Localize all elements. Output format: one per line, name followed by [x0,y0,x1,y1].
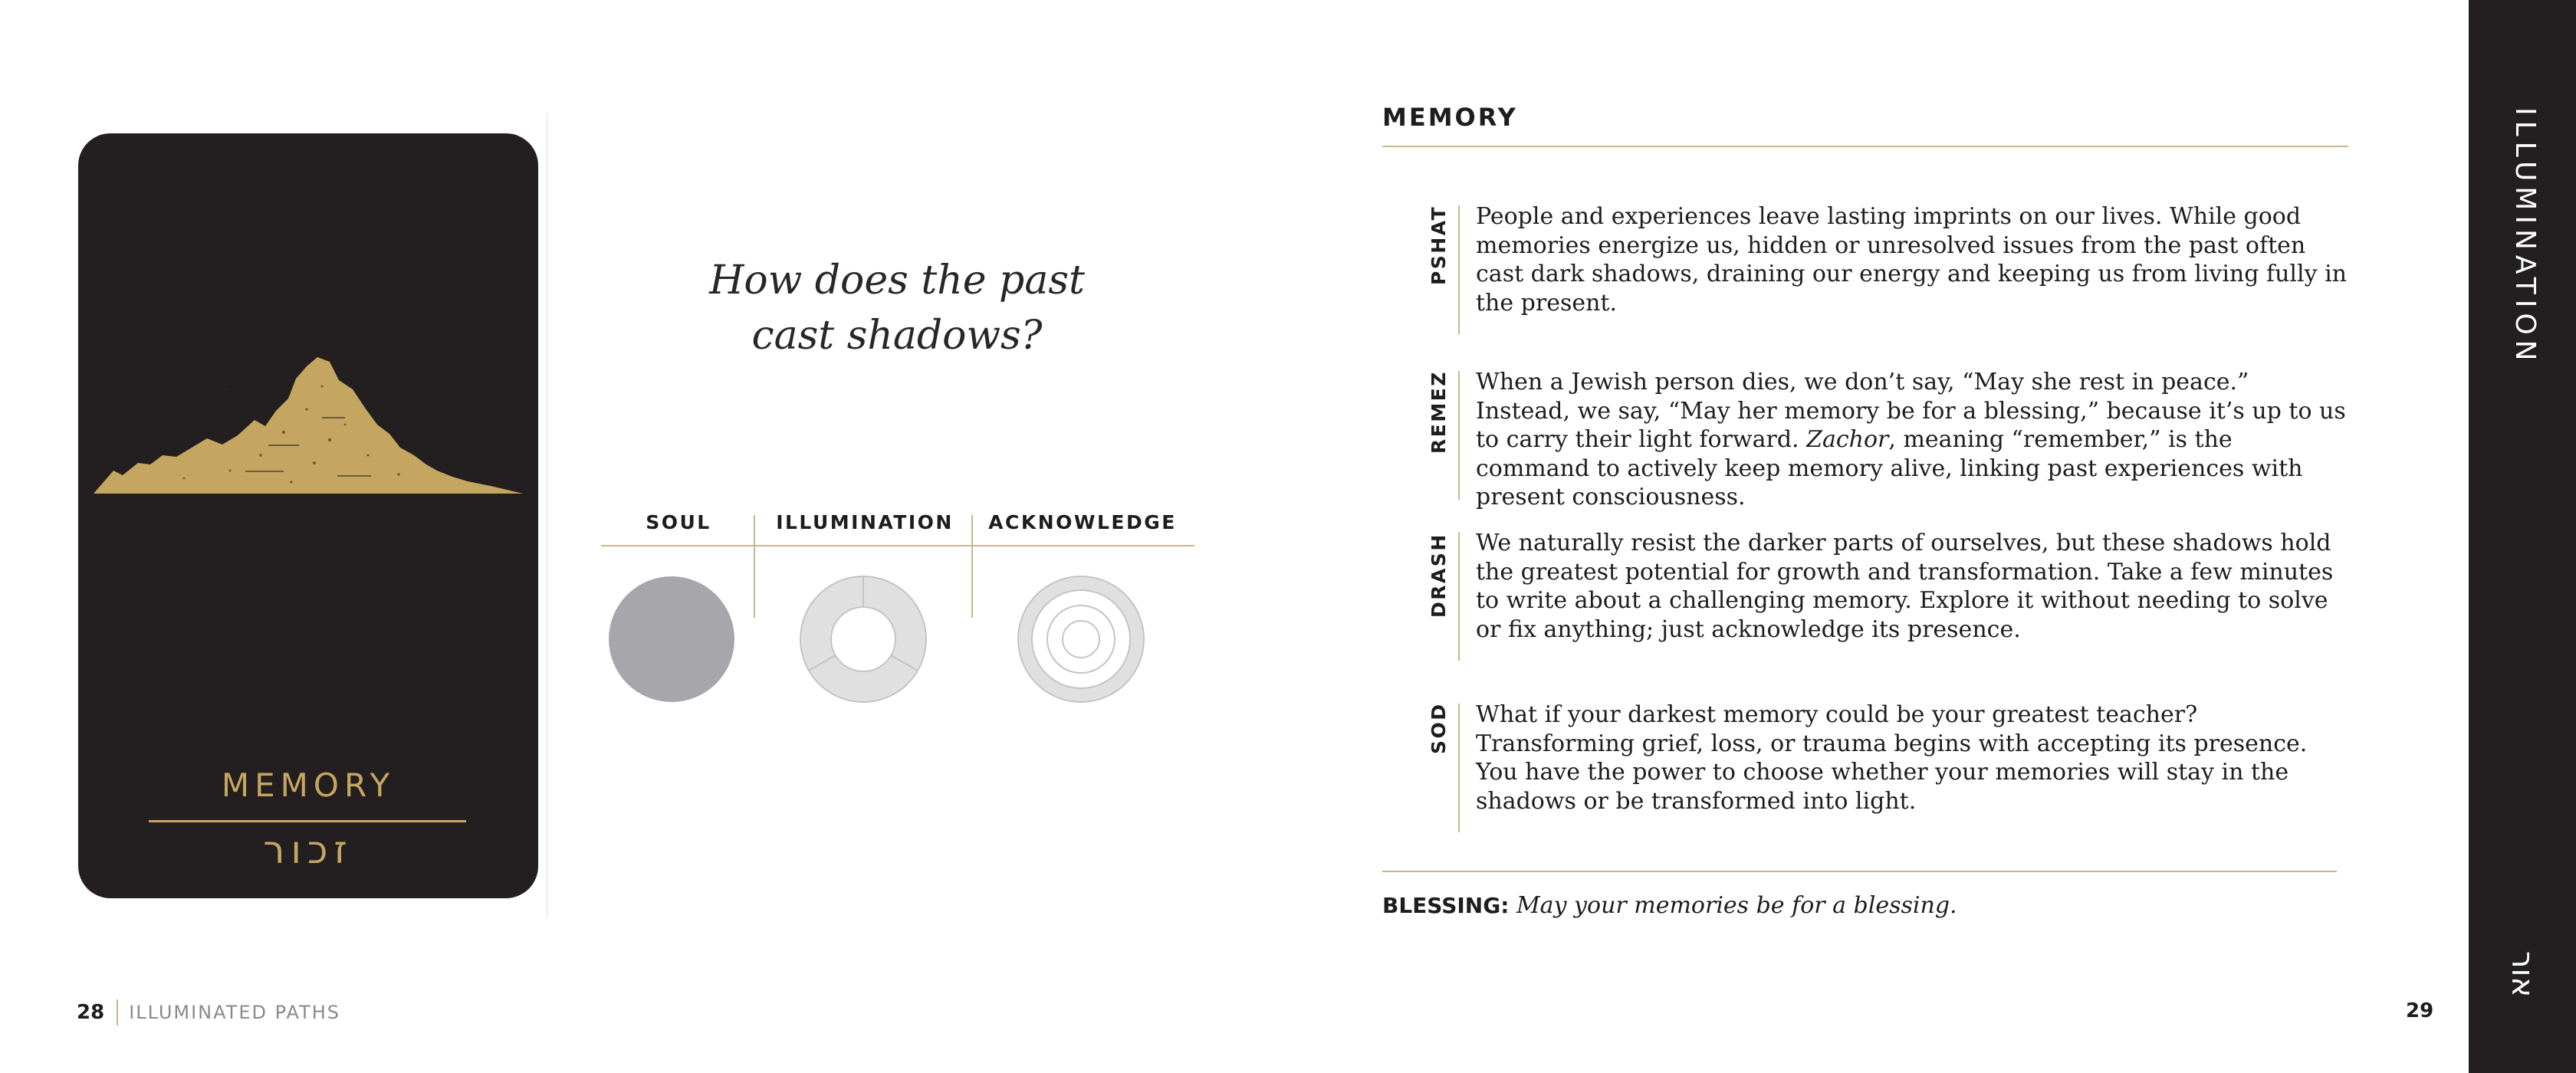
blessing-text: May your memories be for a blessing. [1516,892,1957,919]
page-number-right: 29 [2406,999,2434,1022]
blessing [1382,892,1957,919]
chapter-title: ILLUMINATION [2509,107,2541,366]
level-text-remez-part1: When a Jewish person dies, we don’t say, “May she rest in peace.” Instead, we say, “May her memory be for a blessing,” because it’s up to us to carry their light forward. [1476,369,2346,453]
section-title-rule [1382,146,2348,147]
level-icons [598,569,1196,714]
chapter-hebrew: אור [2505,950,2540,998]
crescent-moon-icon [205,357,232,390]
page-number-left: 28 [77,1001,105,1024]
level-bar [1458,205,1460,334]
level-bar [1458,704,1460,832]
filled-circle-icon [609,576,734,702]
level-label-pshat: PSHAT [1428,205,1450,285]
column-header-acknowledge: ACKNOWLEDGE [988,511,1177,533]
level-text-remez [1476,368,2350,512]
footer-left [77,999,340,1025]
level-bar [1458,371,1460,500]
blessing-label: BLESSING: [1382,893,1510,918]
column-header-illumination: ILLUMINATION [776,511,954,533]
mountain-icon [92,340,524,524]
question-line-2: cast shadows? [751,313,1043,359]
concentric-circles-icon [1018,576,1144,702]
segmented-ring-icon [800,576,926,702]
footer-separator [117,999,118,1025]
page-divider [547,113,548,917]
level-text-pshat: People and experiences leave lasting imprints on our lives. While good memories energize us, hidden or unresolved issues from the past often cast dark shadows, draining our energy and keeping us from living fully in the present. [1476,203,2348,317]
level-label-sod: SOD [1428,702,1450,754]
table-header-rule [601,545,1194,546]
question-line-1: How does the past [709,258,1085,304]
section-title: MEMORY [1382,103,1518,132]
level-text-drash: We naturally resist the darker parts of ourselves, but these shadows hold the greatest potential for growth and transformation. Take a few minutes to write about a challenging memory. Explore it without needing to solve or fix anything; just acknowledge its presence. [1476,530,2334,643]
book-title: ILLUMINATED PATHS [129,1002,341,1023]
level-label-remez: REMEZ [1428,370,1450,454]
level-text-remez-part2: , meaning “remember,” is the command to actively keep memory alive, linking past experiences with present consciousness. [1476,426,2303,510]
chapter-side-tab [2469,0,2576,1073]
column-header-soul: SOUL [646,511,711,533]
level-bar [1458,532,1460,661]
blessing-rule [1382,871,2337,872]
card-divider [149,820,466,822]
level-text-remez-italic: Zachor [1806,426,1889,453]
reflection-question [644,253,1150,363]
level-text-sod: What if your darkest memory could be your greatest teacher? Transforming grief, loss, or trauma begins with accepting its presence. You have the power to choose whether your memories will stay in the shadows or be transformed into light. [1476,701,2308,815]
memory-card [78,133,538,898]
level-label-drash: DRASH [1428,533,1450,618]
card-hebrew-word: זכור [263,828,353,872]
card-title: MEMORY [221,766,396,804]
